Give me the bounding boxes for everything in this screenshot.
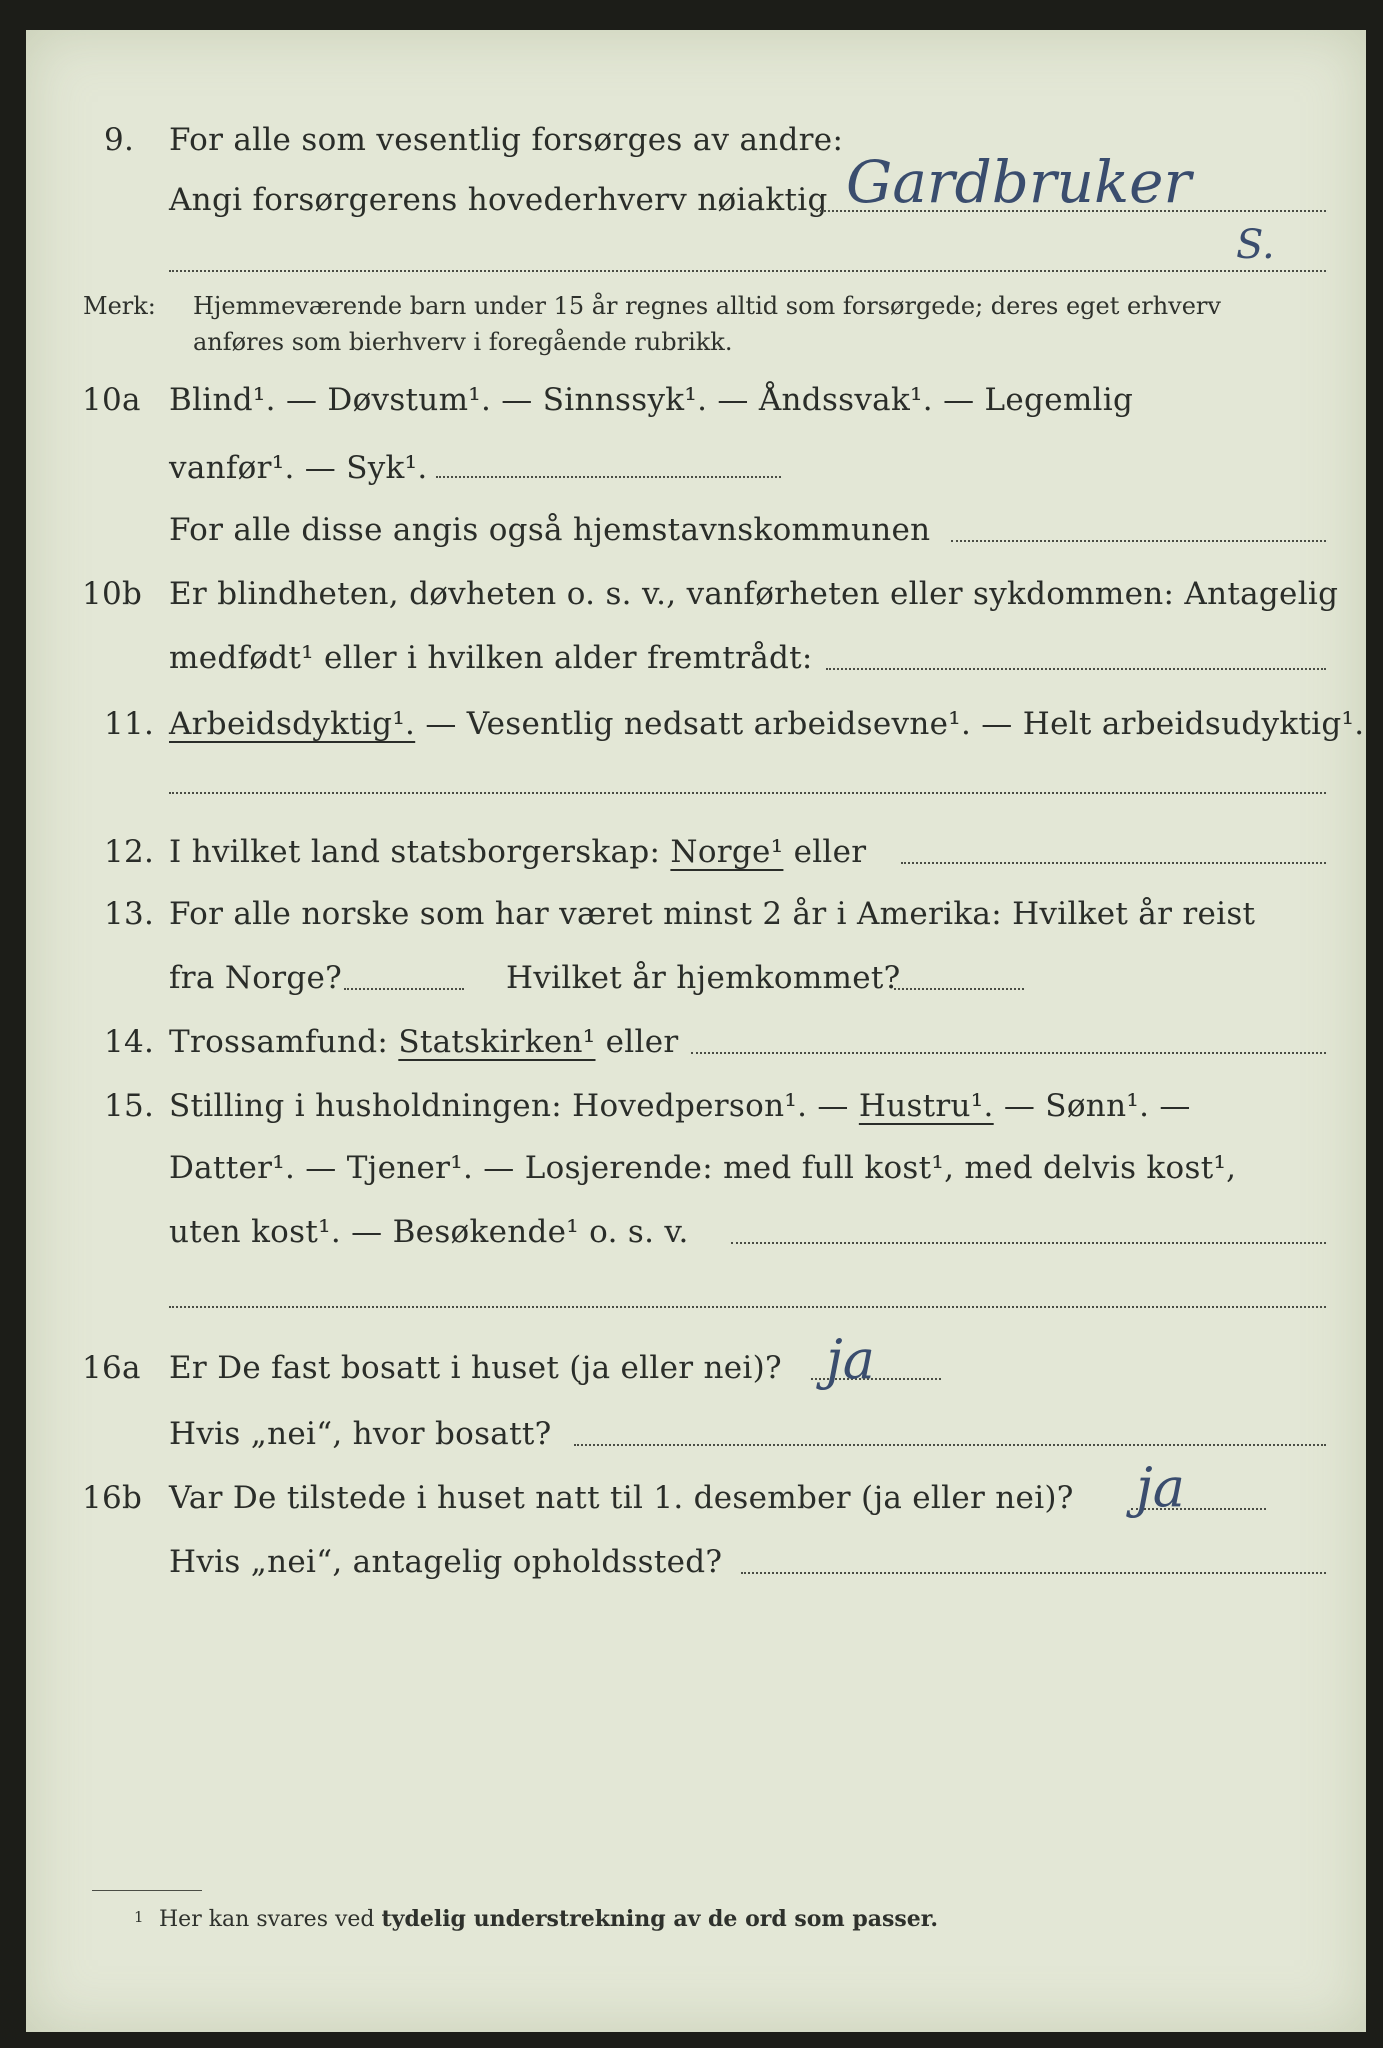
question-number: 16a (82, 1350, 141, 1386)
note-text: anføres som bierhverv i foregående rubrikk. (193, 328, 733, 356)
option-text: eller (783, 834, 867, 870)
option-text: Stilling i husholdningen: Hovedperson¹. — (169, 1088, 859, 1124)
footnote-plain: Her kan svares ved (159, 1907, 382, 1932)
answer-line (691, 1052, 1326, 1054)
question-text: Hvis „nei“, antagelig opholdssted? (169, 1544, 723, 1580)
answer-line (731, 1242, 1326, 1244)
answer-line (894, 988, 1024, 990)
answer-line (169, 270, 1326, 272)
question-text: Var De tilstede i huset natt til 1. desember (ja eller nei)? (169, 1480, 1074, 1516)
answer-line (741, 1572, 1326, 1574)
question-text: Er blindheten, døvheten o. s. v., vanførheten eller sykdommen: Antagelig (169, 576, 1339, 612)
question-text: Hvilket år hjemkommet? (506, 960, 901, 996)
answer-line (169, 1306, 1326, 1308)
question-number: 10a (82, 382, 141, 418)
answer-line (826, 668, 1326, 670)
footnote-text (159, 1906, 938, 1932)
question-text (169, 1088, 1191, 1124)
note-text: Hjemmeværende barn under 15 år regnes alltid som forsørgede; deres eget erhverv (193, 292, 1221, 320)
question-number: 15. (104, 1088, 155, 1124)
question-text: Hvis „nei“, hvor bosatt? (169, 1416, 552, 1452)
question-number: 12. (104, 834, 155, 870)
question-text: medfødt¹ eller i hvilken alder fremtrådt: (169, 640, 813, 676)
question-text: Blind¹. — Døvstum¹. — Sinnssyk¹. — Åndssvak¹. — Legemlig (169, 382, 1134, 418)
handwritten-answer: Gardbruker (846, 148, 1192, 216)
option-text: Trossamfund: (169, 1024, 399, 1060)
question-number: 9. (104, 122, 135, 158)
selected-option: Hustru¹. (858, 1088, 994, 1124)
census-form-page (26, 30, 1366, 2032)
option-text: I hvilket land statsborgerskap: (169, 834, 671, 870)
option-text: — Sønn¹. — (993, 1088, 1191, 1124)
question-text (169, 1024, 679, 1060)
question-text: For alle disse angis også hjemstavnskommunen (169, 512, 931, 548)
answer-line (344, 988, 464, 990)
question-text: fra Norge? (169, 960, 343, 996)
option-text: — Vesentlig nedsatt arbeidsevne¹. — Helt arbeidsudyktig¹. (415, 706, 1365, 742)
question-text (169, 706, 1364, 742)
handwritten-answer: ja (1136, 1456, 1185, 1519)
selected-option: Statskirken¹ (398, 1024, 596, 1060)
handwritten-answer: ja (826, 1328, 875, 1391)
question-text: For alle norske som har været minst 2 år i Amerika: Hvilket år reist (169, 896, 1256, 932)
question-number: 13. (104, 896, 155, 932)
question-text: Er De fast bosatt i huset (ja eller nei)? (169, 1350, 782, 1386)
question-number: 16b (82, 1480, 143, 1516)
answer-line (169, 792, 1326, 794)
footnote-mark: 1 (134, 1908, 144, 1926)
answer-line (901, 862, 1326, 864)
question-text: uten kost¹. — Besøkende¹ o. s. v. (169, 1214, 689, 1250)
question-number: 11. (104, 706, 155, 742)
question-text: Datter¹. — Tjener¹. — Losjerende: med full kost¹, med delvis kost¹, (169, 1150, 1237, 1186)
selected-option: Arbeidsdyktig¹. (169, 706, 416, 742)
question-text: For alle som vesentlig forsørges av andre: (169, 122, 844, 158)
note-label: Merk: (83, 292, 156, 320)
handwritten-mark: S. (1236, 222, 1275, 268)
footnote-rule (92, 1890, 202, 1891)
selected-option: Norge¹ (670, 834, 784, 870)
question-number: 14. (104, 1024, 155, 1060)
question-text: Angi forsørgerens hovederhverv nøiaktig (169, 182, 828, 218)
footnote-bold: tydelig understrekning av de ord som passer. (381, 1906, 939, 1932)
question-text: vanfør¹. — Syk¹. (169, 450, 428, 486)
question-text (169, 834, 866, 870)
answer-line (436, 476, 781, 478)
question-number: 10b (82, 576, 143, 612)
answer-line (574, 1444, 1326, 1446)
answer-line (951, 540, 1326, 542)
option-text: eller (595, 1024, 679, 1060)
